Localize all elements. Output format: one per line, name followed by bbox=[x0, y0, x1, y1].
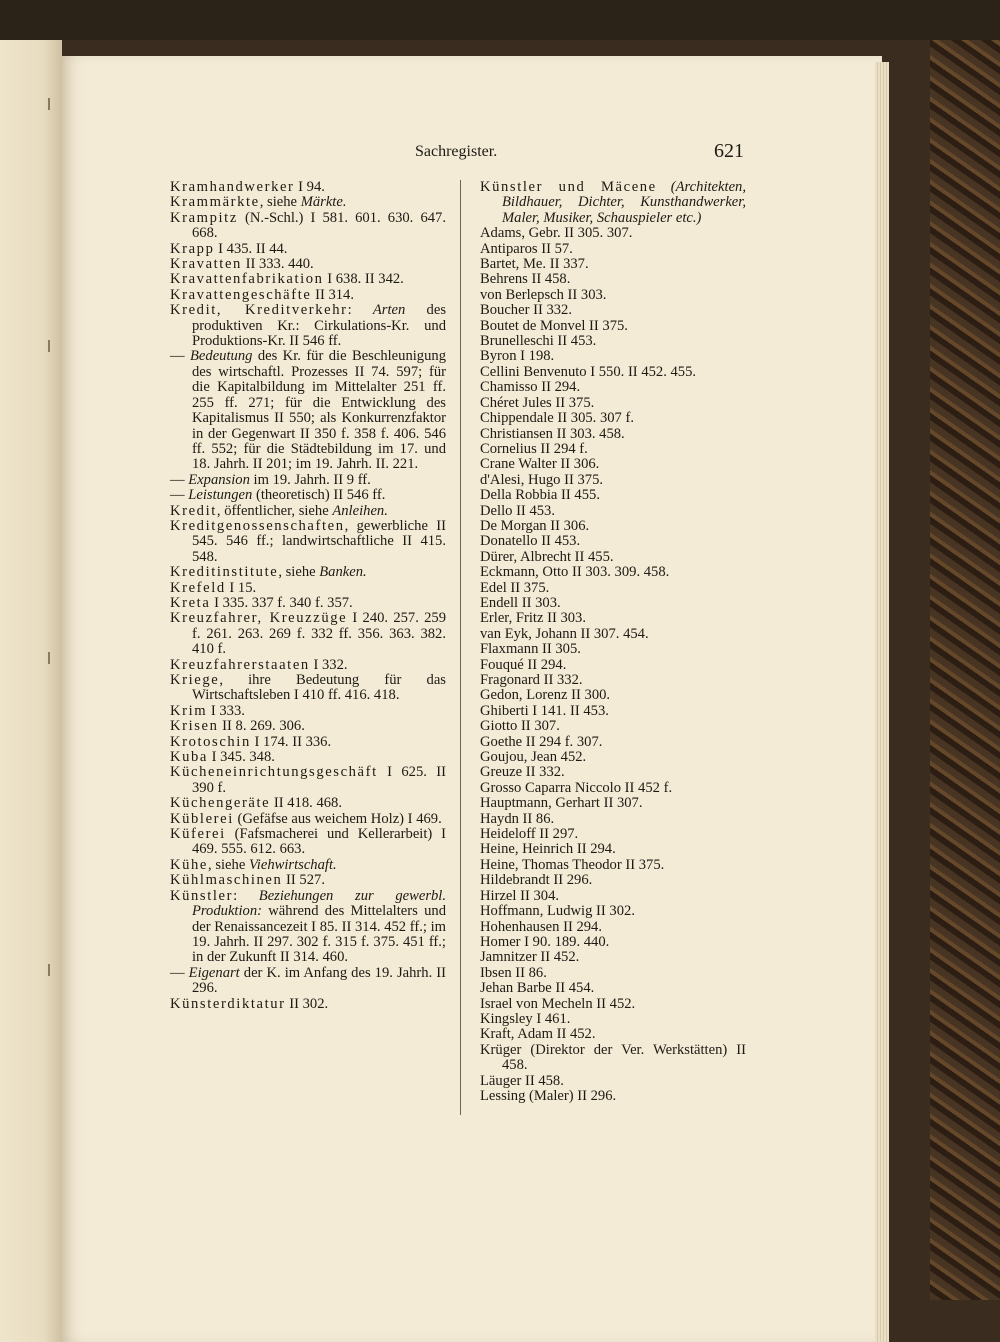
entry-text: Hildebrandt II 296. bbox=[480, 872, 593, 889]
entry-text: Bartet, Me. II 337. bbox=[480, 256, 589, 273]
index-entry bbox=[480, 827, 746, 842]
entry-text: (Fafsmacherei und Kellerarbeit) I 469. 555. 612. 663. bbox=[192, 826, 446, 858]
index-entry bbox=[170, 596, 446, 611]
entry-reference: Expansion bbox=[188, 471, 250, 488]
index-entry bbox=[480, 904, 746, 919]
index-entry bbox=[480, 704, 746, 719]
entry-text: im 19. Jahrh. II 9 ff. bbox=[249, 471, 371, 488]
entry-reference: Banken. bbox=[319, 564, 367, 581]
index-entry bbox=[170, 812, 446, 827]
index-entry bbox=[480, 873, 746, 888]
index-entry bbox=[480, 935, 746, 950]
index-entry bbox=[170, 827, 446, 858]
entry-text: Ibsen II 86. bbox=[480, 964, 547, 981]
entry-text: , siehe bbox=[208, 856, 249, 873]
index-entry bbox=[170, 180, 446, 195]
index-column-right bbox=[480, 180, 746, 1104]
index-entry bbox=[170, 673, 446, 704]
index-entry bbox=[480, 1043, 746, 1074]
entry-text: Antiparos II 57. bbox=[480, 240, 573, 257]
index-entry bbox=[480, 534, 746, 549]
index-entry bbox=[170, 303, 446, 349]
entry-lemma: Krotoschin bbox=[170, 733, 251, 750]
entry-text: Krüger (Direktor der Ver. Werkstätten) II 458. bbox=[480, 1041, 746, 1074]
entry-text: während des Mittelalters und der Renaissancezeit I 85. II 314. 452 ff.; im 19. Jahrh. II 297. 302 f. 315 f. 375. 451 ff.; in der Zukunft II 314. 460. bbox=[192, 903, 446, 966]
index-column-left bbox=[170, 180, 446, 1012]
entry-text: d'Alesi, Hugo II 375. bbox=[480, 471, 604, 488]
entry-text: Chippendale II 305. 307 f. bbox=[480, 410, 635, 427]
index-entry bbox=[480, 442, 746, 457]
entry-lemma: Kravattenfabrikation bbox=[170, 271, 324, 288]
index-entry bbox=[480, 180, 746, 226]
running-title: Sachregister. bbox=[415, 143, 498, 160]
entry-text: des produktiven Kr.: Cirkulations-Kr. und Produktions-Kr. II 546 ff. bbox=[192, 302, 447, 350]
entry-text: : bbox=[347, 302, 373, 319]
index-entry bbox=[480, 488, 746, 503]
entry-text: Donatello II 453. bbox=[480, 533, 581, 550]
index-entry bbox=[170, 581, 446, 596]
entry-text: der K. im Anfang des 19. Jahrh. II 296. bbox=[192, 964, 446, 997]
entry-text: Hauptmann, Gerhart II 307. bbox=[480, 795, 643, 812]
index-subentry bbox=[170, 349, 446, 472]
entry-lemma: Kuba bbox=[170, 749, 209, 766]
index-entry bbox=[480, 658, 746, 673]
index-entry bbox=[170, 750, 446, 765]
index-entry bbox=[480, 457, 746, 472]
index-entry bbox=[480, 735, 746, 750]
entry-text: von Berlepsch II 303. bbox=[480, 286, 607, 303]
entry-lemma: Kramhandwerker bbox=[170, 179, 295, 195]
entry-text: Jamnitzer II 452. bbox=[480, 949, 580, 966]
entry-text: Cellini Benvenuto I 550. II 452. 455. bbox=[480, 363, 697, 380]
entry-text: Homer I 90. 189. 440. bbox=[480, 933, 610, 950]
entry-text: Erler, Fritz II 303. bbox=[480, 610, 586, 627]
entry-lemma: Kreditinstitute bbox=[170, 564, 279, 581]
entry-text: : bbox=[233, 887, 259, 904]
entry-text: , öffentlicher, siehe bbox=[216, 502, 333, 519]
entry-text: , ihre Bedeutung für das Wirtschaftsleben I 410 ff. 416. 418. bbox=[192, 672, 446, 704]
entry-text: II 333. 440. bbox=[241, 256, 314, 273]
entry-reference: Arten bbox=[372, 302, 406, 319]
entry-reference: Bedeutung bbox=[190, 348, 253, 365]
index-entry bbox=[480, 349, 746, 364]
entry-text: (Gefäfse aus weichem Holz) I 469. bbox=[233, 810, 442, 827]
index-entry bbox=[170, 565, 446, 580]
entry-text: I 435. II 44. bbox=[214, 240, 288, 257]
entry-lemma: Krisen bbox=[170, 718, 219, 735]
entry-lemma: Kreditgenossenschaften bbox=[170, 517, 345, 534]
index-entry bbox=[480, 1074, 746, 1089]
index-entry bbox=[480, 303, 746, 318]
index-entry bbox=[480, 950, 746, 965]
entry-lemma: Küblerei bbox=[170, 810, 234, 827]
entry-text: Ghiberti I 141. II 453. bbox=[480, 702, 609, 719]
entry-text: Fragonard II 332. bbox=[480, 672, 583, 688]
entry-text: I 335. 337 f. 340 f. 357. bbox=[210, 594, 353, 611]
index-entry bbox=[170, 997, 446, 1012]
index-entry bbox=[170, 735, 446, 750]
entry-text: II 527. bbox=[282, 872, 325, 889]
entry-text: Jehan Barbe II 454. bbox=[480, 980, 595, 997]
entry-text: Heine, Thomas Theodor II 375. bbox=[480, 856, 665, 873]
entry-text: Chamisso II 294. bbox=[480, 379, 581, 396]
entry-lemma: Künsterdiktatur bbox=[170, 995, 286, 1012]
index-subentry bbox=[170, 488, 446, 503]
index-entry bbox=[170, 195, 446, 210]
entry-text: , gewerbliche II 545. 546 ff.; landwirtschaftliche II 415. 548. bbox=[192, 517, 446, 565]
index-entry bbox=[170, 704, 446, 719]
entry-text: Adams, Gebr. II 305. 307. bbox=[480, 225, 633, 242]
entry-text: Christiansen II 303. 458. bbox=[480, 425, 625, 442]
margin-mark bbox=[48, 964, 58, 976]
index-entry bbox=[480, 334, 746, 349]
entry-reference: Eigenart bbox=[188, 964, 240, 981]
index-entry bbox=[480, 858, 746, 873]
margin-mark bbox=[48, 340, 58, 352]
index-entry bbox=[480, 673, 746, 688]
entry-reference: Beziehungen zur gewerbl. Produktion: bbox=[192, 887, 446, 920]
entry-text: I 625. II 390 f. bbox=[192, 764, 446, 796]
entry-text: (N.-Schl.) I 581. 601. 630. 647. 668. bbox=[192, 209, 446, 242]
entry-lemma: Krammärkte bbox=[170, 194, 260, 211]
entry-text: Hirzel II 304. bbox=[480, 887, 560, 904]
entry-lemma: Kreuzfahrer, Kreuzzüge bbox=[170, 610, 348, 627]
index-entry bbox=[480, 719, 746, 734]
subentry-dash: — bbox=[170, 487, 189, 504]
entry-text: I 15. bbox=[225, 579, 257, 596]
index-entry bbox=[170, 858, 446, 873]
entry-reference: (Architekten, Bildhauer, Dichter, Kunsthandwerker, Maler, Musiker, Schauspieler etc.) bbox=[502, 179, 746, 226]
entry-text: Crane Walter II 306. bbox=[480, 456, 600, 473]
entry-text: Gedon, Lorenz II 300. bbox=[480, 687, 611, 704]
index-entry bbox=[480, 257, 746, 272]
entry-text: Israel von Mecheln II 452. bbox=[480, 995, 636, 1012]
index-entry bbox=[480, 226, 746, 241]
index-entry bbox=[170, 719, 446, 734]
entry-text: Della Robbia II 455. bbox=[480, 487, 600, 504]
entry-text: I 332. bbox=[309, 656, 348, 673]
entry-lemma: Krefeld bbox=[170, 579, 226, 596]
index-entry bbox=[480, 781, 746, 796]
index-entry bbox=[480, 365, 746, 380]
index-entry bbox=[480, 581, 746, 596]
index-entry bbox=[480, 981, 746, 996]
index-subentry bbox=[170, 473, 446, 488]
index-entry bbox=[480, 519, 746, 534]
index-entry bbox=[480, 1089, 746, 1104]
index-entry bbox=[480, 627, 746, 642]
index-entry bbox=[480, 750, 746, 765]
column-divider bbox=[460, 180, 461, 1115]
entry-lemma: Küferei bbox=[170, 826, 226, 843]
entry-text: Goujou, Jean 452. bbox=[480, 749, 587, 766]
entry-reference: Leistungen bbox=[188, 487, 253, 504]
entry-lemma: Künstler bbox=[170, 887, 234, 904]
entry-text: van Eyk, Johann II 307. 454. bbox=[480, 625, 649, 642]
index-entry bbox=[170, 211, 446, 242]
entry-text: II 314. bbox=[311, 286, 354, 303]
index-entry bbox=[480, 966, 746, 981]
index-subentry bbox=[170, 966, 446, 997]
index-entry bbox=[170, 796, 446, 811]
entry-text: Flaxmann II 305. bbox=[480, 641, 581, 658]
index-entry bbox=[480, 288, 746, 303]
entry-text: I 333. bbox=[207, 702, 245, 719]
index-entry bbox=[480, 380, 746, 395]
entry-lemma: Krapp bbox=[170, 240, 215, 257]
entry-lemma: Kredit, Kreditverkehr bbox=[170, 302, 348, 319]
entry-text: Byron I 198. bbox=[480, 348, 555, 365]
entry-text: Brunelleschi II 453. bbox=[480, 333, 597, 350]
entry-text: I 638. II 342. bbox=[323, 271, 404, 288]
margin-mark bbox=[48, 98, 58, 110]
entry-text: Cornelius II 294 f. bbox=[480, 440, 588, 457]
entry-lemma: Krampitz bbox=[170, 209, 238, 226]
index-entry bbox=[480, 504, 746, 519]
entry-text: Giotto II 307. bbox=[480, 718, 560, 735]
index-entry bbox=[480, 319, 746, 334]
entry-text: I 94. bbox=[294, 179, 325, 195]
entry-text: II 302. bbox=[285, 995, 329, 1012]
entry-text: Endell II 303. bbox=[480, 594, 561, 611]
entry-text: Chéret Jules II 375. bbox=[480, 394, 595, 411]
entry-lemma: Kriege bbox=[170, 672, 220, 688]
entry-text: , siehe bbox=[278, 564, 320, 581]
running-head bbox=[340, 140, 744, 170]
entry-text: Grosso Caparra Niccolo II 452 f. bbox=[480, 779, 673, 796]
index-entry bbox=[170, 519, 446, 565]
entry-text: Eckmann, Otto II 303. 309. 458. bbox=[480, 564, 670, 581]
entry-text: des Kr. für die Beschleunigung des wirtschaftl. Prozesses II 74. 597; für die Kapitalbildung im Mittelalter 251 ff. 255 ff. 271; für die Entwicklung des Kapitalismus II 550; als Konkurrenzfaktor in der Gegenwart II 350 f. 358 f. 406. 546 ff. 552; für die Städtebildung im 17. und 18. Jahrh. II 201; im 19. Jahrh. II. 221. bbox=[192, 348, 446, 473]
index-entry bbox=[480, 550, 746, 565]
entry-lemma: Kravatten bbox=[170, 256, 242, 273]
index-entry bbox=[480, 920, 746, 935]
entry-text: I 345. 348. bbox=[208, 749, 275, 766]
entry-text: II 8. 269. 306. bbox=[218, 718, 305, 735]
entry-text: I 240. 257. 259 f. 261. 263. 269 f. 332 ff. 356. 363. 382. 410 f. bbox=[192, 610, 446, 658]
index-entry bbox=[480, 611, 746, 626]
index-entry bbox=[480, 242, 746, 257]
entry-text: Behrens II 458. bbox=[480, 271, 571, 288]
entry-text: Greuze II 332. bbox=[480, 764, 565, 781]
entry-text: De Morgan II 306. bbox=[480, 517, 590, 534]
index-entry bbox=[480, 427, 746, 442]
index-entry bbox=[480, 765, 746, 780]
entry-lemma: Kühe bbox=[170, 856, 209, 873]
index-entry bbox=[480, 1027, 746, 1042]
entry-text: Lessing (Maler) II 296. bbox=[480, 1087, 617, 1104]
index-entry bbox=[480, 1012, 746, 1027]
entry-text: Dürer, Albrecht II 455. bbox=[480, 548, 614, 565]
index-entry bbox=[170, 242, 446, 257]
page-stack-edge bbox=[875, 62, 889, 1342]
index-entry bbox=[480, 889, 746, 904]
index-entry bbox=[170, 889, 446, 966]
facing-page-edge bbox=[0, 40, 62, 1342]
entry-reference: Anleihen. bbox=[332, 502, 388, 519]
marbled-cover-edge bbox=[930, 40, 1000, 1300]
entry-lemma: Kücheneinrichtungsgeschäft bbox=[170, 764, 378, 781]
index-entry bbox=[170, 288, 446, 303]
entry-lemma: Kreta bbox=[170, 594, 211, 611]
index-entry bbox=[480, 473, 746, 488]
entry-text: Edel II 375. bbox=[480, 579, 550, 596]
entry-text: (theoretisch) II 546 ff. bbox=[252, 487, 386, 504]
entry-text: Kraft, Adam II 452. bbox=[480, 1026, 596, 1043]
entry-lemma: Küchengeräte bbox=[170, 795, 271, 812]
entry-text: II 418. 468. bbox=[270, 795, 342, 812]
entry-lemma: Kravattengeschäfte bbox=[170, 286, 312, 303]
index-entry bbox=[480, 565, 746, 580]
entry-text bbox=[657, 179, 671, 195]
index-entry bbox=[480, 796, 746, 811]
index-entry bbox=[170, 765, 446, 796]
index-entry bbox=[480, 997, 746, 1012]
entry-lemma: Kreuzfahrerstaaten bbox=[170, 656, 310, 673]
entry-text: Heine, Heinrich II 294. bbox=[480, 841, 616, 858]
entry-text: Dello II 453. bbox=[480, 502, 555, 519]
entry-lemma: Künstler und Mäcene bbox=[480, 179, 657, 195]
subentry-dash: — bbox=[170, 964, 189, 981]
index-entry bbox=[170, 504, 446, 519]
index-entry bbox=[170, 658, 446, 673]
index-entry bbox=[480, 688, 746, 703]
entry-lemma: Kredit bbox=[170, 502, 217, 519]
index-entry bbox=[480, 596, 746, 611]
entry-reference: Viehwirtschaft. bbox=[248, 856, 337, 873]
entry-text: Läuger II 458. bbox=[480, 1072, 564, 1089]
index-entry bbox=[480, 842, 746, 857]
index-entry bbox=[170, 257, 446, 272]
entry-lemma: Kühlmaschinen bbox=[170, 872, 283, 889]
entry-reference: Märkte. bbox=[300, 194, 347, 211]
subentry-dash: — bbox=[170, 471, 189, 488]
index-entry bbox=[480, 812, 746, 827]
entry-text: Kingsley I 461. bbox=[480, 1010, 571, 1027]
index-entry bbox=[170, 272, 446, 287]
entry-text: , siehe bbox=[259, 194, 301, 211]
index-entry bbox=[480, 272, 746, 287]
entry-text: Boucher II 332. bbox=[480, 302, 572, 319]
index-entry bbox=[480, 411, 746, 426]
entry-text: Boutet de Monvel II 375. bbox=[480, 317, 628, 334]
page-number: 621 bbox=[714, 140, 744, 162]
index-entry bbox=[170, 611, 446, 657]
margin-mark bbox=[48, 652, 58, 664]
entry-lemma: Krim bbox=[170, 702, 208, 719]
entry-text: Hoffmann, Ludwig II 302. bbox=[480, 903, 635, 920]
entry-text: I 174. II 336. bbox=[250, 733, 332, 750]
index-entry bbox=[480, 642, 746, 657]
entry-text: Goethe II 294 f. 307. bbox=[480, 733, 603, 750]
entry-text: Fouqué II 294. bbox=[480, 656, 567, 673]
entry-text: Hohenhausen II 294. bbox=[480, 918, 602, 935]
entry-text: Haydn II 86. bbox=[480, 810, 555, 827]
index-entry bbox=[480, 396, 746, 411]
subentry-dash: — bbox=[170, 348, 190, 365]
entry-text: Heideloff II 297. bbox=[480, 826, 579, 843]
index-entry bbox=[170, 873, 446, 888]
